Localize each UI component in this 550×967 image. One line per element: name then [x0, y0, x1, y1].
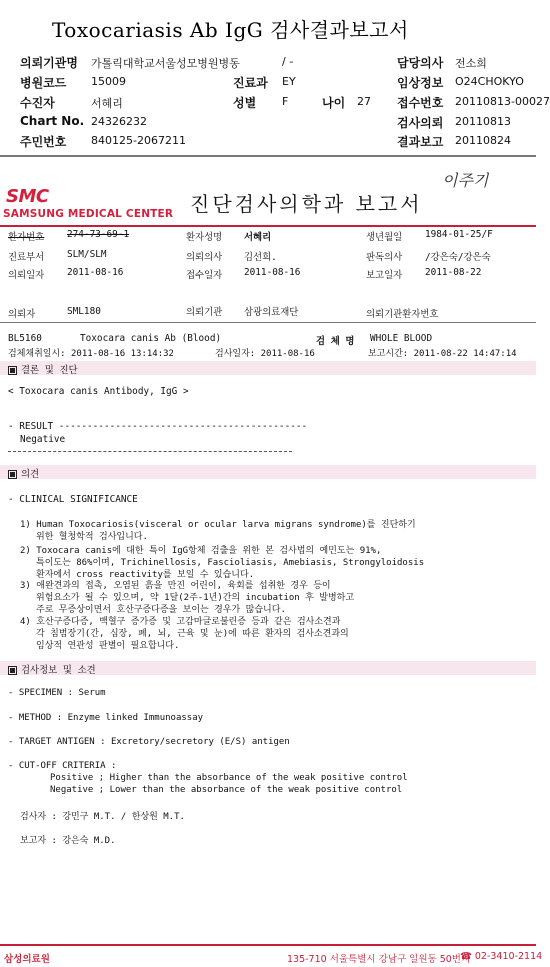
label-patient-name: 환자성명 [186, 232, 223, 243]
clinical-item: 2) Toxocara canis에 대한 특이 IgG항체 검출을 위한 본 검사법의 예민도는 91%, [20, 546, 382, 556]
label-specimen-name: 검 체 명 [316, 336, 355, 347]
handwritten-signature: 이주기 [442, 171, 489, 190]
method-line: - METHOD : Enzyme linked Immunoassay [8, 713, 204, 723]
clinical-item: 환자에서 cross reactivity를 보일 수 있습니다. [36, 570, 255, 580]
label-department: 진료과 [233, 76, 268, 90]
test-name: Toxocara canis Ab (Blood) [80, 333, 222, 344]
label-req-org-patient-no: 의뢰기관환자번호 [366, 309, 439, 320]
clinical-significance-heading: - CLINICAL SIGNIFICANCE [8, 494, 138, 505]
clinical-item: 특이도는 86%이며, Trichinellosis, Fascioliasis, Amebiasis, Strongyloidosis [36, 558, 425, 568]
positive-criteria: Positive ; Higher than the absorbance of the weak positive control [50, 773, 408, 783]
section-result-label: 결론 및 진단 [21, 365, 78, 376]
label-report-date: 보고일자 [366, 270, 403, 281]
divider [0, 155, 536, 157]
value-doctor: 전소희 [455, 57, 487, 70]
section-info-label: 검사정보 및 소견 [21, 665, 96, 676]
value-chart-no: 24326232 [91, 115, 147, 128]
label-dob: 생년월일 [366, 232, 403, 243]
dashed-divider [8, 451, 292, 452]
value-resident-no: 840125-2067211 [91, 134, 186, 147]
value-dept: SLM/SLM [67, 249, 107, 260]
value-hospital-code: 15009 [91, 75, 126, 88]
target-antigen-line: - TARGET ANTIGEN : Excretory/secretory (E/S) antigen [8, 737, 290, 747]
section-opinion-label: 의견 [21, 469, 40, 480]
red-divider [0, 225, 536, 227]
footer-divider [0, 944, 536, 946]
clinical-item: 임상적 연관성 판별이 필요합니다. [36, 641, 180, 651]
value-sex: F [282, 95, 289, 108]
label-requester: 의뢰자 [8, 309, 36, 320]
result-line: - RESULT -------------------------------------------- [8, 421, 308, 432]
value-ward: / - [282, 55, 294, 68]
report-title: 진단검사의학과 보고서 [190, 192, 423, 216]
smc-logo: SMC [6, 186, 49, 207]
value-read-doctor: /강은숙/강은숙 [425, 252, 491, 263]
label-sex: 성별 [233, 96, 257, 110]
value-age: 27 [357, 95, 371, 108]
examiner-line: 검사자 : 강민구 M.T. / 한상원 M.T. [20, 812, 185, 822]
section-title-result [8, 362, 78, 376]
value-department: EY [282, 75, 296, 88]
document-title: Toxocariasis Ab IgG 검사결과보고서 [52, 18, 409, 42]
specimen-line: - SPECIMEN : Serum [8, 688, 106, 698]
label-chart-no: Chart No. [20, 114, 85, 128]
label-resident-no: 주민번호 [20, 135, 67, 149]
value-clinical-info: O24CHOKYO [455, 75, 524, 88]
value-dob: 1984-01-25/F [425, 229, 493, 240]
label-patient: 수진자 [20, 96, 55, 110]
value-req-org: 삼광의료재단 [244, 307, 299, 318]
report-time: 보고시간: 2011-08-22 14:47:14 [368, 349, 517, 359]
value-accession-no: 20110813-00027 [455, 95, 550, 108]
cutoff-line: - CUT-OFF CRITERIA : [8, 761, 117, 771]
label-accession-no: 접수번호 [397, 96, 444, 110]
label-dept: 진료부서 [8, 252, 45, 263]
value-report-date: 2011-08-22 [425, 267, 482, 278]
label-result-report: 결과보고 [397, 135, 444, 149]
section-title-opinion [8, 466, 39, 480]
footer-org: 삼성의료원 [4, 954, 50, 965]
divider [0, 322, 536, 323]
value-patient: 서혜리 [91, 97, 123, 110]
label-requesting-org: 의뢰기관명 [20, 56, 78, 70]
exam-date: 검사일자: 2011-08-16 [215, 349, 315, 359]
result-value: Negative [20, 434, 66, 445]
reporter-line: 보고자 : 강은숙 M.D. [20, 836, 116, 846]
value-requester: SML180 [67, 306, 101, 317]
value-requesting-org: 가톨릭대학교서울성모병원병동 [91, 57, 240, 70]
clinical-item: 위험요소가 될 수 있으며, 약 1달(2주-1년)간의 incubation 후 발병하고 [36, 593, 355, 603]
label-recv-date: 접수일자 [186, 270, 223, 281]
value-result-report: 20110824 [455, 134, 511, 147]
label-test-request: 검사의뢰 [397, 116, 444, 130]
label-req-doctor: 의뢰의사 [186, 252, 223, 263]
square-bullet-icon [8, 470, 17, 479]
clinical-item: 주로 무증상이면서 호산구증다증을 보이는 경우가 많습니다. [36, 605, 286, 615]
label-doctor: 담당의사 [397, 56, 444, 70]
clinical-item: 1) Human Toxocariosis(visceral or ocular larva migrans syndrome)를 진단하기 [20, 520, 416, 530]
footer-address: 135-710 서울특별시 강남구 일원동 50번지 [287, 954, 471, 965]
label-req-org: 의뢰기관 [186, 307, 223, 318]
clinical-item: 3) 애완견과의 접촉, 오염된 흙을 만진 어린이, 육회를 섭취한 경우 등이 [20, 581, 331, 591]
value-specimen-name: WHOLE BLOOD [370, 333, 433, 344]
label-clinical-info: 임상정보 [397, 76, 444, 90]
section-bar-result [0, 361, 536, 375]
test-code: BL5160 [8, 333, 42, 344]
center-name: SAMSUNG MEDICAL CENTER [3, 208, 174, 220]
clinical-item: 위한 혈청학적 검사입니다. [36, 532, 148, 542]
section-title-info [8, 662, 96, 676]
value-patient-no: 274-73-69-1 [67, 229, 130, 240]
negative-criteria: Negative ; Lower than the absorbance of the weak positive control [50, 785, 403, 795]
value-patient-name: 서혜리 [244, 232, 272, 243]
square-bullet-icon [8, 666, 17, 675]
label-hospital-code: 병원코드 [20, 76, 67, 90]
clinical-item: 4) 호산구증다증, 백혈구 증가증 및 고감마글로불린증 등과 같은 검사소견과 [20, 617, 341, 627]
label-age: 나이 [322, 96, 346, 110]
label-read-doctor: 판독의사 [366, 252, 403, 263]
value-req-date: 2011-08-16 [67, 267, 124, 278]
footer-phone: ☎ 02-3410-2114 [460, 951, 543, 962]
value-recv-date: 2011-08-16 [244, 267, 301, 278]
value-test-request: 20110813 [455, 115, 511, 128]
label-patient-no: 환자번호 [8, 232, 45, 243]
value-req-doctor: 김선희. [244, 252, 277, 263]
antibody-title: < Toxocara canis Antibody, IgG > [8, 386, 189, 397]
clinical-item: 각 침범장기(간, 심장, 폐, 뇌, 근육 및 눈)에 따른 환자의 검사소견과의 [36, 629, 349, 639]
section-bar-opinion [0, 465, 536, 479]
label-req-date: 의뢰일자 [8, 270, 45, 281]
square-bullet-icon [8, 366, 17, 375]
collection-time: 검체채취일시: 2011-08-16 13:14:32 [8, 349, 174, 359]
